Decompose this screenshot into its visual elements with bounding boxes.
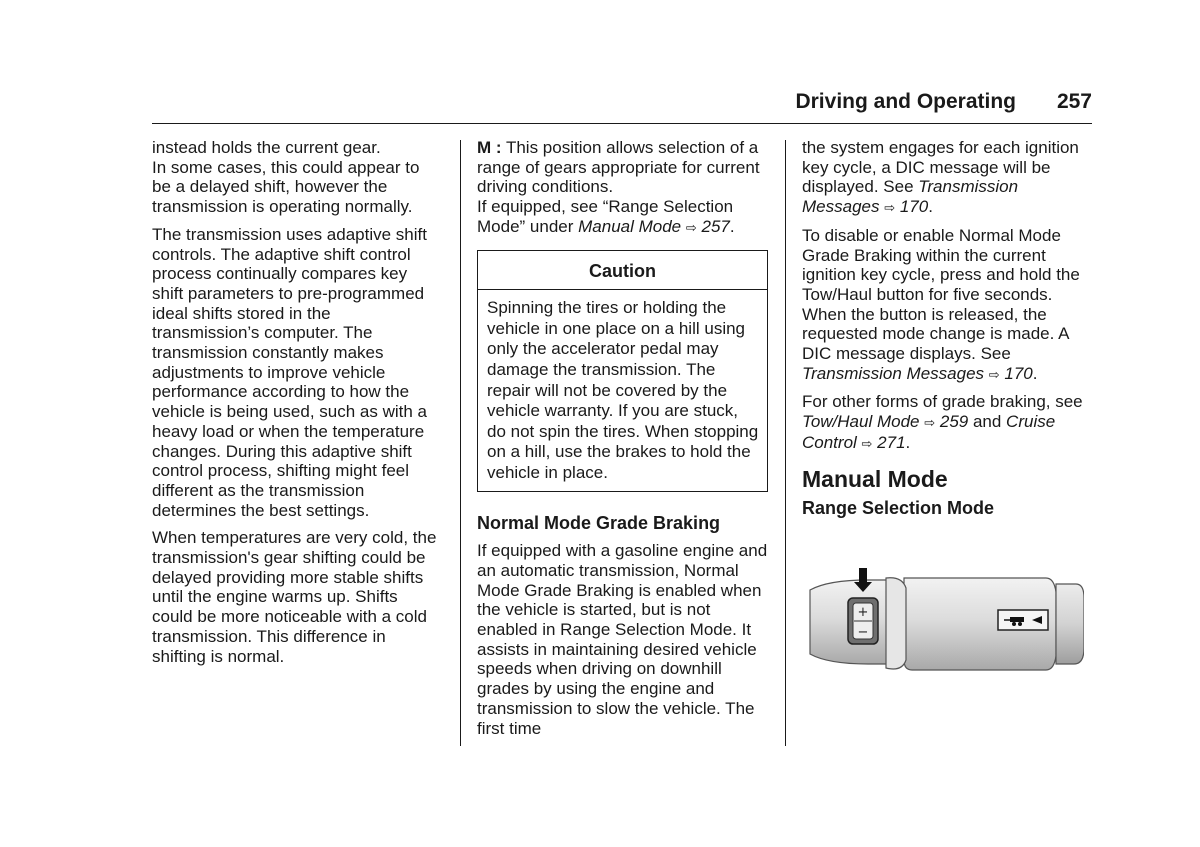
xref-arrow-icon: ⇨ — [884, 200, 896, 216]
paragraph-dic-message: the system engages for each ignition key cycle, a DIC message will be displayed. See Transmission Messages ⇨ 170. — [802, 138, 1079, 217]
equip-text: If equipped, see “Range Selection Mode” under — [477, 197, 734, 236]
paragraph-other-forms: For other forms of grade braking, see Tow/Haul Mode ⇨ 259 and Cruise Control ⇨ 271. — [802, 392, 1083, 452]
column-divider-2 — [785, 140, 786, 746]
heading-normal-mode-grade-braking: Normal Mode Grade Braking — [477, 512, 721, 533]
lever-collar — [886, 578, 906, 669]
xref-page: 257 — [696, 216, 730, 236]
paragraph-disable-enable: To disable or enable Normal Mode Grade Braking within the current ignition key cycle, press and hold the Tow/Haul button for five seconds. When the button is released, the requested mode change is made. A DIC message displays. See Transmission Messages ⇨ 170. — [802, 225, 1080, 383]
plus-icon: + — [857, 605, 869, 620]
caution-body: Spinning the tires or holding the vehicle in one place on a hill using only the accelerator pedal may damage the transmission. The repair will not be covered by the vehicle warranty. If you are stuck, do not spin the tires. When stopping on a hill, use the brakes to hold the vehicle in place. — [487, 298, 759, 482]
xref-arrow-icon: ⇨ — [988, 366, 1000, 382]
paragraph-line: instead holds the current gear. — [152, 138, 381, 157]
column-3 — [802, 138, 1094, 545]
transmission-messages-link[interactable]: Transmission Messages ⇨ 170 — [802, 177, 1019, 217]
m-label: M : — [477, 138, 502, 157]
xref-arrow-icon: ⇨ — [685, 219, 697, 235]
transmission-messages-link-2[interactable]: Transmission Messages ⇨ 170 — [802, 363, 1033, 383]
lever-tip — [1056, 584, 1084, 664]
shift-lever-illustration — [808, 568, 1084, 672]
caution-box — [477, 250, 768, 492]
minus-icon: − — [857, 625, 869, 640]
header-rule — [152, 123, 1092, 124]
cruise-control-link[interactable]: Cruise Control ⇨ 271 — [802, 412, 1056, 452]
heading-manual-mode: Manual Mode — [802, 465, 948, 492]
paragraph-delayed-shift — [152, 138, 442, 217]
page-header — [152, 88, 1092, 122]
paragraph-grade-braking: If equipped with a gasoline engine and an automatic transmission, Normal Mode Grade Braking is enabled when the vehicle is started, but is not enabled in Range Selection Mode. It assists in maintaining desired vehicle speeds when driving on downhill grades by using the engine and transmission to slow the vehicle. The first time — [477, 541, 768, 738]
page-number: 257 — [1056, 90, 1092, 113]
section-title: Driving and Operating — [795, 90, 1016, 113]
column-2 — [477, 138, 769, 746]
paragraph-adaptive-shift: The transmission uses adaptive shift controls. The adaptive shift control process continually compares key shift parameters to pre-programmed ideal shifts stored in the transmission’s computer. The transmission constantly makes adjustments to improve vehicle performance according to how the vehicle is being used, such as with a heavy load or when the temperature changes. During this adaptive shift control process, shifting might feel different as the transmission determines the best settings. — [152, 224, 427, 520]
paragraph-text: In some cases, this could appear to be a delayed shift, however the transmission is operating normally. — [152, 157, 420, 217]
xref-arrow-icon: ⇨ — [924, 415, 936, 431]
manual-mode-link[interactable]: Manual Mode ⇨ 257 — [578, 216, 730, 236]
caution-title: Caution — [478, 251, 767, 291]
paragraph-cold-temperature: When temperatures are very cold, the transmission's gear shifting could be delayed providing more stable shifts until the engine warms up. Shifts could be more noticeable with a cold transmission. This difference in shifting is normal. — [152, 528, 437, 666]
column-1 — [152, 138, 442, 674]
paragraph-m-position: M : This position allows selection of a range of gears appropriate for current driving conditions. If equipped, see “Range Selection Mode” under Manual Mode ⇨ 257. — [477, 138, 760, 236]
xref-arrow-icon: ⇨ — [861, 435, 873, 451]
m-text: This position allows selection of a range of gears appropriate for current driving conditions. — [477, 138, 760, 197]
tow-haul-mode-link[interactable]: Tow/Haul Mode ⇨ 259 — [802, 412, 969, 432]
heading-range-selection-mode: Range Selection Mode — [802, 498, 995, 519]
column-divider-1 — [460, 140, 461, 746]
